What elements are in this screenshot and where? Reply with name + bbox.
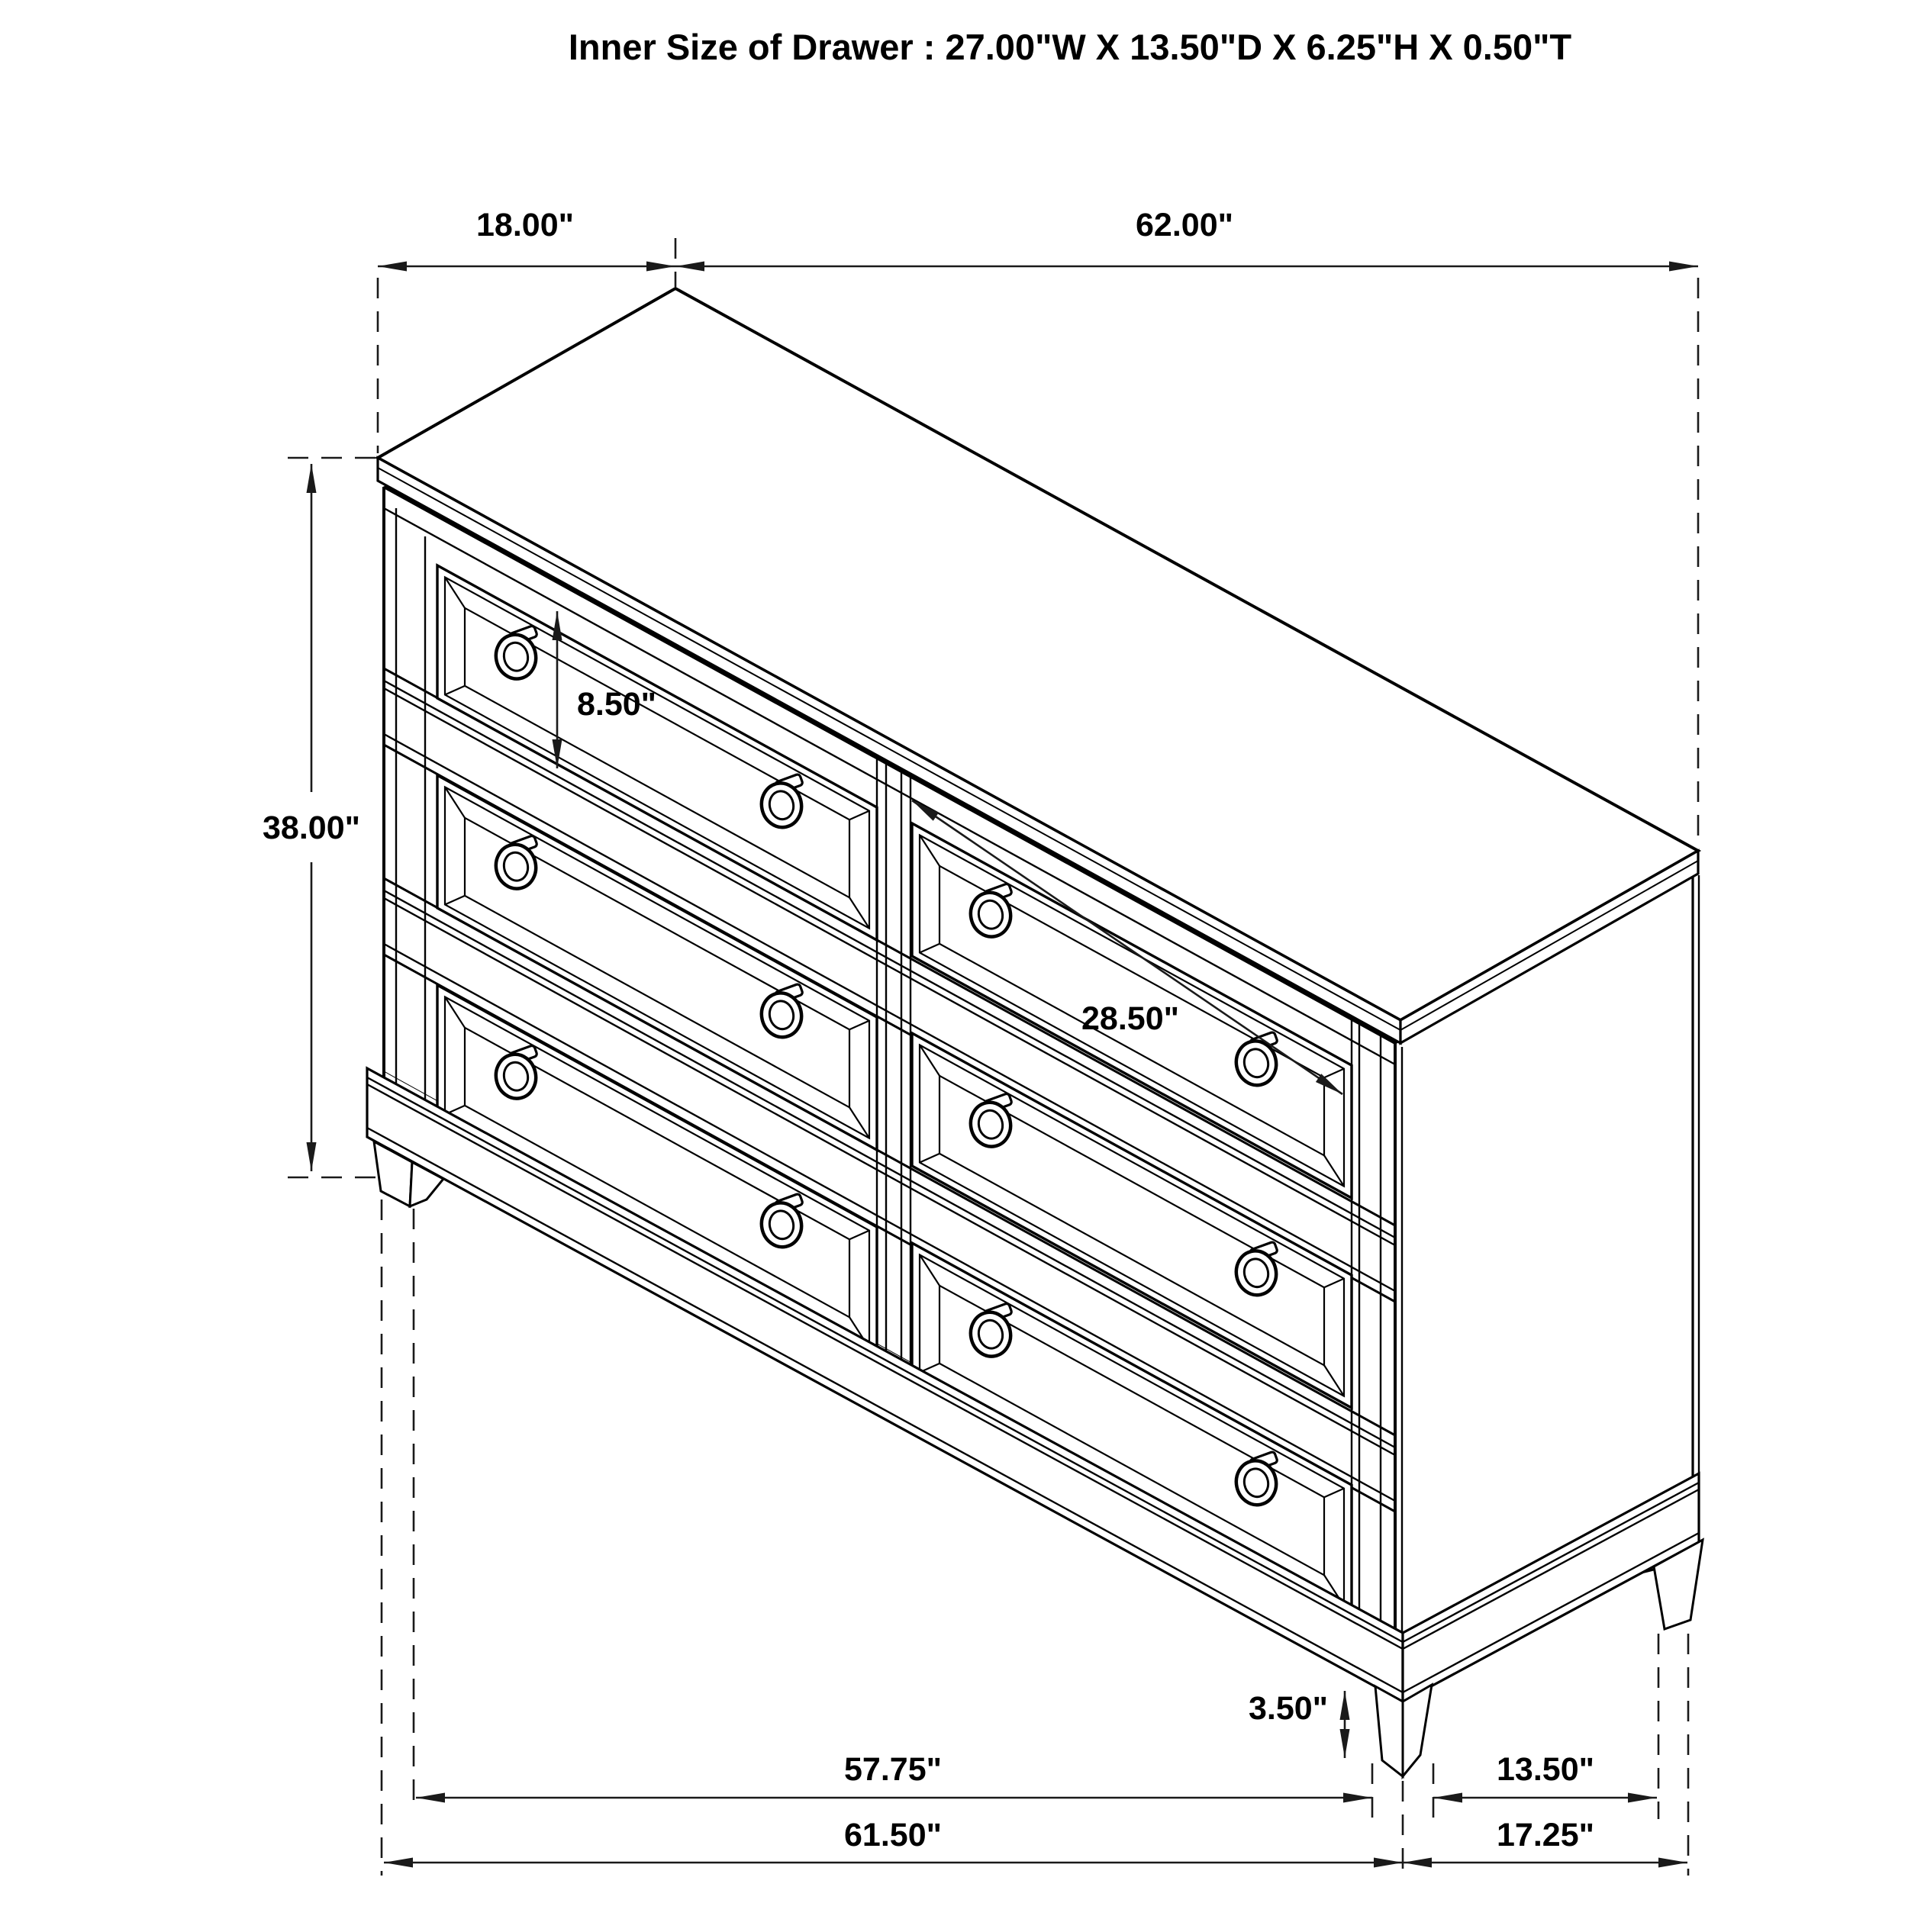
furniture-dimension-diagram	[31, 12, 1908, 1920]
dim-label-width-top: 62.00"	[1136, 207, 1233, 243]
dim-label-drawer-face-height: 8.50"	[576, 686, 657, 723]
dim-label-drawer-face-width: 28.50"	[1081, 1000, 1179, 1037]
diagram-title: Inner Size of Drawer : 27.00"W X 13.50"D X 6.25"H X 0.50"T	[568, 27, 1572, 67]
dim-label-base-front-inner: 57.75"	[844, 1751, 942, 1788]
dim-label-side-depth-overall: 17.25"	[1497, 1817, 1594, 1853]
dim-label-overall-height: 38.00"	[263, 810, 360, 846]
dim-label-depth-top: 18.00"	[476, 207, 574, 243]
dim-label-base-front-overall: 61.50"	[844, 1817, 942, 1853]
dresser-line-drawing	[31, 12, 1908, 1920]
dim-label-leg-height: 3.50"	[1248, 1690, 1329, 1727]
dim-label-side-depth-inner: 13.50"	[1497, 1751, 1594, 1788]
